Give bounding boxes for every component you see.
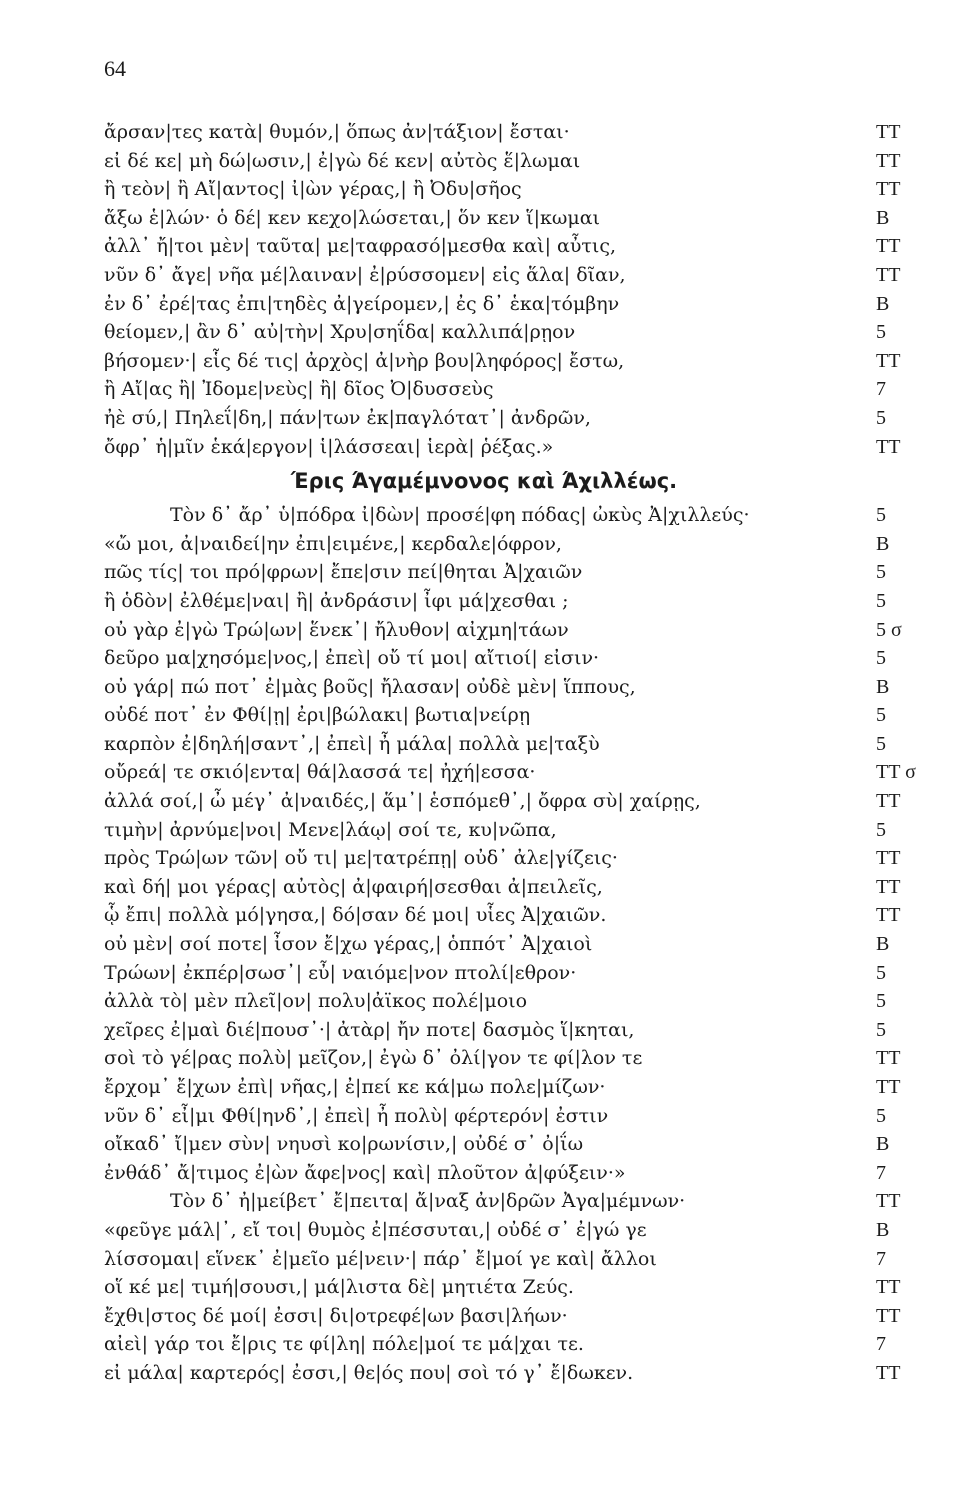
verse-line [104,318,944,347]
verse-text: σοὶ τὸ γέ|ρας πολὺ| μεῖζον,| ἐγὼ δ᾽ ὀλί|γον τε φί|λον τε [104,1047,643,1070]
meter-marker: 5 [876,504,886,527]
meter-marker: TT [876,1304,901,1327]
verse-line [104,959,944,988]
verse-line [104,175,944,204]
verse-line [104,1016,944,1045]
meter-marker: TT [876,235,901,258]
verse-line [104,290,944,319]
verse-text: καρπὸν ἐ|δηλή|σαντ᾽,| ἐπεὶ| ἦ μάλα| πολλὰ με|ταξὺ [104,732,600,755]
verse-line [104,1302,944,1331]
verse-text: πῶς τίς| τοι πρό|φρων| ἔπε|σιν πεί|θηται Ἀ|χαιῶν [104,561,583,584]
meter-marker: B [876,206,890,229]
verse-text: ἀλλ᾽ ἤ|τοι μὲν| ταῦτα| με|ταφρασό|μεσθα καὶ| αὖτις, [104,235,617,258]
verse-text: λίσσομαι| εἵνεκ᾽ ἐ|μεῖο μέ|νειν·| πάρ᾽ ἔ|μοί γε καὶ| ἄλλοι [104,1247,657,1270]
verse-text: βήσομεν·| εἷς δέ τις| ἀρχὸς| ἀ|νὴρ βου|ληφόρος| ἔστω, [104,349,625,372]
meter-marker: 5 [876,961,886,984]
verse-text: ἄξω ἑ|λών· ὁ δέ| κεν κεχο|λώσεται,| ὅν κεν ἵ|κωμαι [104,206,600,229]
verse-text: Τὸν δ᾽ ἄρ᾽ ὑ|πόδρα ἰ|δὼν| προσέ|φη πόδας| ὠκὺς Ἀ|χιλλεύς· [170,504,750,527]
verse-text: ᾧ ἔπι| πολλὰ μό|γησα,| δό|σαν δέ μοι| υἷες Ἀ|χαιῶν. [104,904,607,927]
verse-text: «φεῦγε μάλ|᾽, εἴ τοι| θυμὸς ἐ|πέσσυται,| οὐδέ σ᾽ ἐ|γώ γε [104,1218,647,1241]
meter-marker: 7 [876,378,886,401]
meter-marker: TT σ [876,761,916,784]
verse-line [104,558,944,587]
verse-text: καὶ δή| μοι γέρας| αὐτὸς| ἀ|φαιρή|σεσθαι ἀ|πειλεῖς, [104,875,603,898]
verse-line [104,1187,944,1216]
verse-line [104,147,944,176]
verse-text: θείομεν,| ἂν δ᾽ αὐ|τὴν| Χρυ|σηΐδα| καλλιπά|ρῃον [104,321,576,344]
verse-line [104,1216,944,1245]
verse-block [104,118,944,1388]
meter-marker: TT [876,847,901,870]
verse-text: τιμὴν| ἀρνύμε|νοι| Μενε|λάῳ| σοί τε, κυ|νῶπα, [104,818,557,841]
verse-line [104,673,944,702]
verse-text: ἔχθι|στος δέ μοί| ἐσσι| δι|οτρεφέ|ων βασι|λήων· [104,1304,568,1327]
verse-line [104,404,944,433]
meter-marker: TT [876,1276,901,1299]
meter-marker: 5 [876,321,886,344]
verse-line [104,930,944,959]
meter-marker: 7 [876,1333,886,1356]
verse-text: Τὸν δ᾽ ἠ|μείβετ᾽ ἔ|πειτα| ἄ|ναξ ἀν|δρῶν Ἀγα|μέμνων· [170,1190,686,1213]
verse-line [104,1130,944,1159]
verse-text: νῦν δ᾽ ἄγε| νῆα μέ|λαιναν| ἐ|ρύσσομεν| εἰς ἅλα| δῖαν, [104,263,626,286]
verse-text: οἴκαδ᾽ ἴ|μεν σὺν| νηυσὶ κο|ρωνίσιν,| οὐδέ σ᾽ ὀ|ΐω [104,1133,584,1156]
verse-text: ἐν δ᾽ ἐρέ|τας ἐπι|τηδὲς ἀ|γείρομεν,| ἐς δ᾽ ἑκα|τόμβην [104,292,620,315]
meter-marker: B [876,532,890,555]
verse-line [104,347,944,376]
meter-marker: TT [876,435,901,458]
verse-text: ἐνθάδ᾽ ἄ|τιμος ἐ|ὼν ἄφε|νος| καὶ| πλοῦτον ἀ|φύξειν·» [104,1161,626,1184]
section-heading: Έρις Άγαμέμνονος καὶ Άχιλλέως. [290,469,678,494]
verse-line [104,901,944,930]
verse-line [104,1073,944,1102]
meter-marker: 5 [876,732,886,755]
verse-text: οὐδέ ποτ᾽ ἐν Φθί|ῃ| ἐρι|βώλακι| βωτια|νείρῃ [104,704,531,727]
verse-text: δεῦρο μα|χησόμε|νος,| ἐπεὶ| οὔ τί μοι| αἴτιοί| εἰσιν· [104,647,600,670]
verse-line [104,204,944,233]
verse-line [104,118,944,147]
meter-marker: B [876,933,890,956]
verse-text: νῦν δ᾽ εἶ|μι Φθί|ηνδ᾽,| ἐπεὶ| ἦ πολὺ| φέρτερόν| ἐστιν [104,1104,609,1127]
verse-text: Τρώων| ἐκπέρ|σωσ᾽| εὖ| ναιόμε|νον πτολί|εθρον· [104,961,577,984]
verse-text: «ὤ μοι, ἀ|ναιδεί|ην ἐπι|ειμένε,| κερδαλε|όφρον, [104,532,562,555]
verse-line [104,1102,944,1131]
verse-line [104,701,944,730]
verse-text: ἠὲ σύ,| Πηλεΐ|δη,| πάν|των ἐκ|παγλότατ᾽| ἀνδρῶν, [104,406,591,429]
verse-line [104,232,944,261]
verse-line [104,530,944,559]
verse-text: οὔρεά| τε σκιό|εντα| θά|λασσά τε| ἠχή|εσσα· [104,761,536,784]
meter-marker: TT [876,790,901,813]
meter-marker: TT [876,1047,901,1070]
meter-marker: TT [876,875,901,898]
verse-text: εἰ δέ κε| μὴ δώ|ωσιν,| ἐ|γὼ δέ κεν| αὐτὸς ἕ|λωμαι [104,149,581,172]
verse-section-2 [104,501,944,1387]
verse-text: οὐ μὲν| σοί ποτε| ἶσον ἔ|χω γέρας,| ὁππότ᾽ Ἀ|χαιοὶ [104,933,593,956]
verse-text: οἵ κέ με| τιμή|σουσι,| μά|λιστα δὲ| μητιέτα Ζεύς. [104,1276,574,1299]
verse-line [104,1159,944,1188]
verse-line [104,987,944,1016]
meter-marker: 5 [876,647,886,670]
meter-marker: 5 [876,589,886,612]
verse-text: ὄφρ᾽ ἡ|μῖν ἑκά|εργον| ἱ|λάσσεαι| ἱερὰ| ῥέξας.» [104,435,554,458]
page-number: 64 [104,56,126,81]
verse-text: ἢ Αἴ|ας ἢ| Ἰδομε|νεὺς| ἢ| δῖος Ὀ|δυσσεὺς [104,378,494,401]
meter-marker: 5 σ [876,618,902,641]
verse-text: χεῖρες ἐ|μαὶ διέ|πουσ᾽·| ἀτὰρ| ἤν ποτε| δασμὸς ἵ|κηται, [104,1018,635,1041]
meter-marker: 7 [876,1247,886,1270]
verse-line [104,873,944,902]
verse-line [104,1245,944,1274]
meter-marker: TT [876,121,901,143]
verse-section-1 [104,118,944,461]
verse-line [104,616,944,645]
meter-marker: TT [876,349,901,372]
meter-marker: 7 [876,1161,886,1184]
meter-marker: TT [876,904,901,927]
meter-marker: B [876,1218,890,1241]
verse-text: ἀλλά σοί,| ὦ μέγ᾽ ἀ|ναιδές,| ἅμ᾽| ἑσπόμεθ᾽,| ὄφρα σὺ| χαίρῃς, [104,790,701,813]
meter-marker: 5 [876,704,886,727]
verse-line [104,587,944,616]
meter-marker: B [876,675,890,698]
meter-marker: TT [876,1076,901,1098]
verse-text: αἰεὶ| γάρ τοι ἔ|ρις τε φί|λη| πόλε|μοί τε μά|χαι τε. [104,1333,584,1356]
meter-marker: 5 [876,1018,886,1041]
verse-line [104,375,944,404]
verse-text: πρὸς Τρώ|ων τῶν| οὔ τι| με|τατρέπῃ| οὐδ᾽ ἀλε|γίζεις· [104,847,618,870]
verse-line [104,730,944,759]
verse-text: ἔρχομ᾽ ἔ|χων ἐπὶ| νῆας,| ἐ|πεί κε κά|μω πολε|μίζων· [104,1076,606,1098]
verse-text: οὐ γὰρ ἐ|γὼ Τρώ|ων| ἕνεκ᾽| ἤλυθον| αἰχμη|τάων [104,618,569,641]
verse-text: ἢ ὁδὸν| ἐλθέμε|ναι| ἢ| ἀνδράσιν| ἶφι μά|χεσθαι ; [104,589,569,612]
meter-marker: TT [876,1361,901,1384]
verse-text: ἄρσαν|τες κατὰ| θυμόν,| ὅπως ἀν|τάξιον| ἔσται· [104,121,570,143]
verse-line [104,844,944,873]
verse-text: οὐ γάρ| πώ ποτ᾽ ἐ|μὰς βοῦς| ἤλασαν| οὐδὲ μὲν| ἵππους, [104,675,636,698]
meter-marker: TT [876,263,901,286]
verse-line [104,501,944,530]
meter-marker: B [876,292,890,315]
meter-marker: TT [876,1190,901,1213]
verse-line [104,816,944,845]
meter-marker: TT [876,178,901,201]
meter-marker: B [876,1133,890,1156]
verse-line [104,758,944,787]
verse-line [104,1044,944,1073]
meter-marker: TT [876,149,901,172]
verse-line [104,1273,944,1302]
meter-marker: 5 [876,561,886,584]
meter-marker: 5 [876,818,886,841]
verse-text: ἀλλὰ τὸ| μὲν πλεῖ|ον| πολυ|ἀϊκος πολέ|μοιο [104,990,528,1013]
meter-marker: 5 [876,1104,886,1127]
verse-line [104,1330,944,1359]
verse-text: εἰ μάλα| καρτερός| ἐσσι,| θε|ός που| σοὶ τό γ᾽ ἔ|δωκεν. [104,1361,634,1384]
verse-line [104,644,944,673]
verse-text: ἢ τεὸν| ἢ Αἴ|αντος| ἰ|ὼν γέρας,| ἢ Ὀδυ|σῆος [104,178,522,201]
verse-line [104,261,944,290]
meter-marker: 5 [876,990,886,1013]
verse-line [104,787,944,816]
verse-line [104,1359,944,1388]
verse-line [104,433,944,462]
meter-marker: 5 [876,406,886,429]
